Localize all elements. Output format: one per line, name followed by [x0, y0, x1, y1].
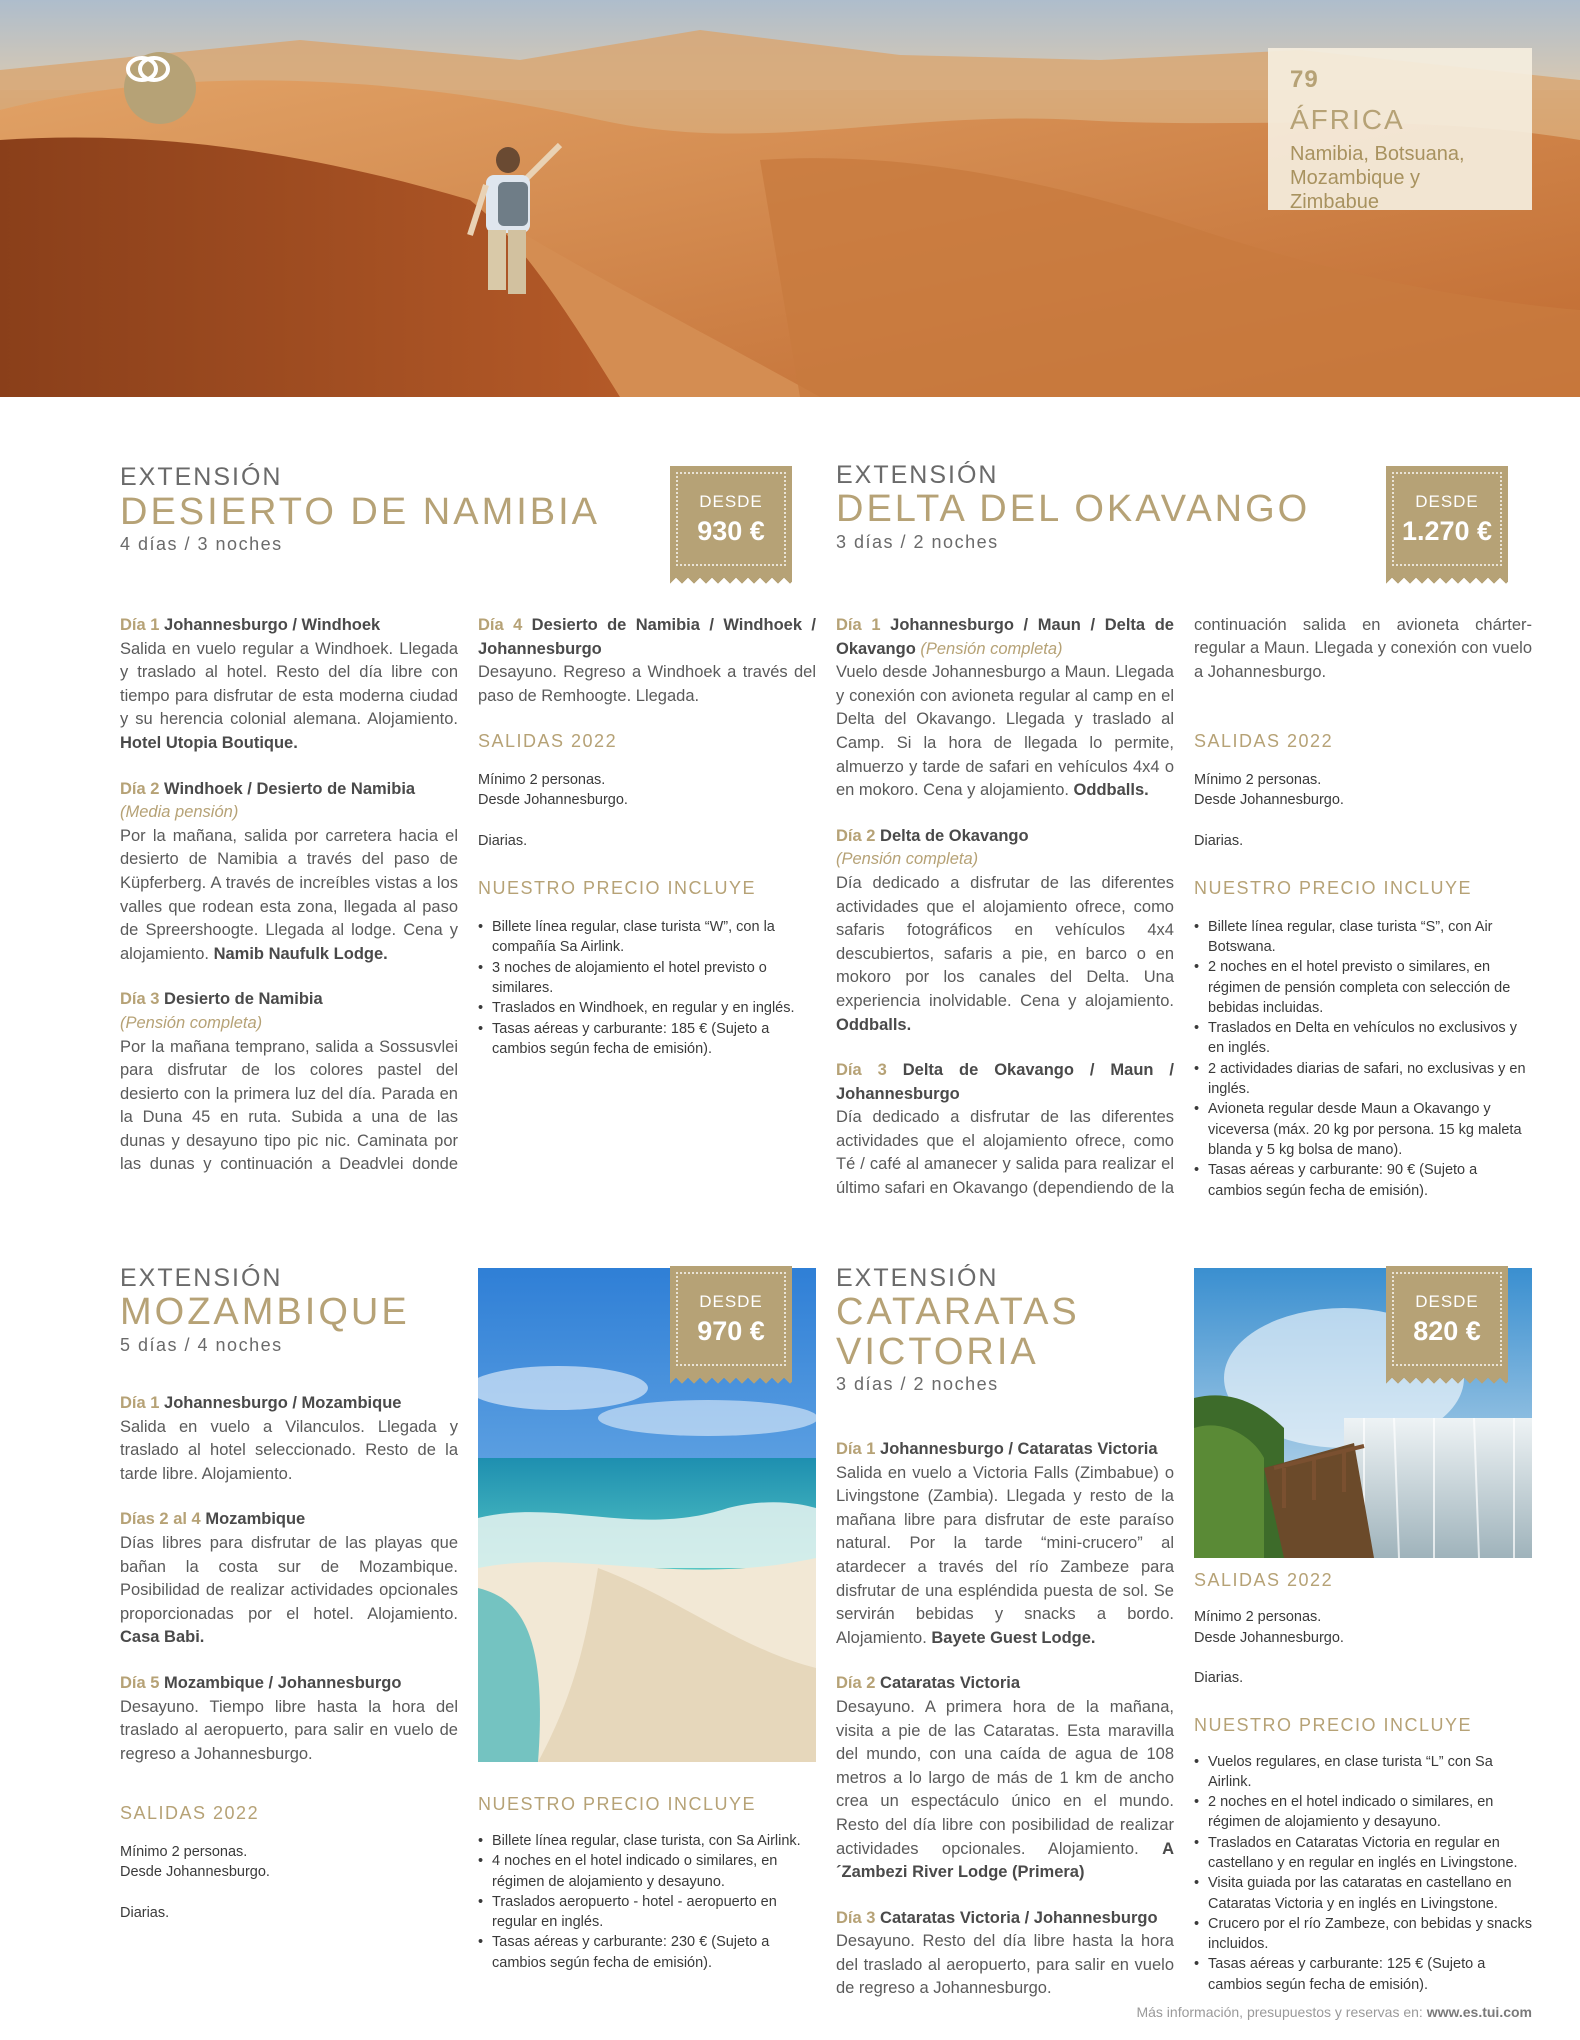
namibia-title: DESIERTO DE NAMIBIA	[120, 491, 601, 533]
mozambique-incluye	[478, 1788, 816, 1973]
namibia-day-1: Día 1 Johannesburgo / Windhoek Salida en vuelo regular a Windhoek. Llegada y traslado al hotel. Resto del día libre con tiempo para disfrutar de esta moderna ciudad y su herencia colonial alemana. Alojamiento. Hotel Utopia Boutique.	[120, 616, 458, 752]
mozambique-day-1: Día 1 Johannesburgo / Mozambique Salida en vuelo a Vilanculos. Llegada y traslado al hotel seleccionado. Resto de la tarde libre. Alojamiento.	[120, 1394, 458, 1483]
price-from-label: DESDE	[699, 492, 763, 511]
victoria-incluye-heading: NUESTRO PRECIO INCLUYE	[1194, 1714, 1473, 1735]
victoria-day-2: Día 2 Cataratas Victoria Desayuno. A primera hora de la mañana, visita a pie de las Cataratas. Esta maravilla del mundo, con una caída de agua de 108 metros a lo largo de más de 1 km de ancho crea un espectáculo único en el mundo. Resto del día libre con posibilidad de realizar actividades opcionales. Alojamiento. A´Zambezi River Lodge (Primera)	[836, 1674, 1174, 1882]
list-item: • Tasas aéreas y carburante: 125 € (Sujeto a cambios según fecha de emisión).	[1194, 1954, 1532, 1995]
okavango-salidas-heading: SALIDAS 2022	[1194, 731, 1334, 751]
list-item: • Tasas aéreas y carburante: 230 € (Sujeto a cambios según fecha de emisión).	[478, 1932, 816, 1973]
mozambique-incluye-heading: NUESTRO PRECIO INCLUYE	[478, 1794, 757, 1814]
rings-logo	[124, 52, 196, 124]
namibia-incluye-list	[478, 917, 816, 1059]
victoria-day-3: Día 3 Cataratas Victoria / Johannesburgo Desayuno. Resto del día libre hasta la hora del traslado al aeropuerto, para salir en vuelo de regreso a Johannesburgo.	[836, 1908, 1174, 1998]
mozambique-day-5: Día 5 Mozambique / Johannesburgo Desayuno. Tiempo libre hasta la hora del traslado al aeropuerto, para salir en vuelo de regreso a Johannesburgo.	[120, 1673, 458, 1763]
list-item: • Billete línea regular, clase turista, con Sa Airlink.	[478, 1831, 816, 1851]
okavango-itinerary-col2	[1194, 614, 1532, 1201]
namibia-salidas-heading: SALIDAS 2022	[478, 731, 618, 752]
victoria-day-1: Día 1 Johannesburgo / Cataratas Victoria Salida en vuelo a Victoria Falls (Zimbabue) o Livingstone (Zambia). Llegada y resto de la mañana libre para disfrutar de este paraíso natural. Por la tarde “mini-crucero” al atardecer a través del río Zambeze para disfrutar de una espléndida puesta de sol. Se servirán bebidas y snacks a bordo. Alojamiento. Bayete Guest Lodge.	[836, 1440, 1174, 1647]
hero-desert-photo	[0, 0, 1580, 397]
namibia-duration: 4 días / 3 noches	[120, 534, 283, 554]
victoria-price-badge	[1386, 1266, 1508, 1372]
mozambique-salidas-info: Mínimo 2 personas. Desde Johannesburgo. Diarias.	[120, 1843, 270, 1921]
price-from-label: DESDE	[699, 1292, 763, 1311]
mozambique-itinerary	[120, 1392, 458, 1923]
victoria-salidas-info: Mínimo 2 personas. Desde Johannesburgo. Diarias.	[1194, 1609, 1344, 1686]
list-item: • Tasas aéreas y carburante: 90 € (Sujeto a cambios según fecha de emisión).	[1194, 1160, 1532, 1201]
list-item: • Avioneta regular desde Maun a Okavango y viceversa (máx. 20 kg por persona. 15 kg maleta blanda y 5 kg bolsa de mano).	[1194, 1099, 1532, 1160]
list-item: • 4 noches en el hotel indicado o similares, en régimen de alojamiento y desayuno.	[478, 1851, 816, 1892]
namibia-extension-label: EXTENSIÓN	[120, 463, 283, 491]
list-item: • 2 actividades diarias de safari, no exclusivas y en inglés.	[1194, 1059, 1532, 1100]
namibia-day-4: Día 4 Desierto de Namibia / Windhoek / Johannesburgo Desayuno. Regreso a Windhoek a través del paso de Remhoogte. Llegada.	[478, 616, 817, 705]
mozambique-salidas-heading: SALIDAS 2022	[120, 1803, 260, 1824]
mozambique-duration: 5 días / 4 noches	[120, 1335, 283, 1355]
countries-line-1: Namibia, Botsuana,	[1290, 143, 1465, 165]
victoria-info	[1194, 1564, 1532, 1995]
list-item: • Traslados aeropuerto - hotel - aeropuerto en regular en inglés.	[478, 1892, 816, 1933]
victoria-title-line-1: CATARATAS	[836, 1291, 1080, 1333]
list-item: • Traslados en Delta en vehículos no exclusivos y en inglés.	[1194, 1018, 1532, 1059]
okavango-day-1: Día 1 Johannesburgo / Maun / Delta de Okavango (Pensión completa) Vuelo desde Johannesburgo a Maun. Llegada y conexión con avioneta regular al camp en el Delta del Okavango. Llegada y traslado al Camp. Si la hora de llegada lo permite, almuerzo y tarde de safari en vehículos 4x4 o en mokoro. Cena y alojamiento. Oddballs.	[836, 616, 1174, 800]
list-item: • Visita guiada por las cataratas en castellano en Cataratas Victoria y en inglés en Livingstone.	[1194, 1873, 1532, 1914]
mozambique-price-badge	[670, 1266, 792, 1372]
victoria-extension-label: EXTENSIÓN	[836, 1264, 999, 1292]
footer-text: Más información, presupuestos y reservas en:	[1136, 2004, 1427, 2020]
victoria-duration: 3 días / 2 noches	[836, 1374, 999, 1394]
namibia-itinerary-col2	[478, 614, 816, 1059]
victoria-incluye-list	[1194, 1752, 1532, 1996]
price-from-label: DESDE	[1415, 1292, 1479, 1311]
mozambique-extension-label: EXTENSIÓN	[120, 1264, 283, 1292]
footer	[1136, 2004, 1532, 2020]
okavango-extension-label: EXTENSIÓN	[836, 461, 999, 489]
namibia-incluye-heading: NUESTRO PRECIO INCLUYE	[478, 878, 757, 899]
list-item: • Billete línea regular, clase turista “W”, con la compañía Sa Airlink.	[478, 917, 816, 958]
list-item: • Vuelos regulares, en clase turista “L” con Sa Airlink.	[1194, 1752, 1532, 1793]
mozambique-days-2-4: Días 2 al 4 Mozambique Días libres para disfrutar de las playas que bañan la costa sur de Mozambique. Posibilidad de realizar actividades opcionales proporcionadas por el hotel. Alojamiento. Casa Babi.	[120, 1510, 458, 1647]
okavango-day-2: Día 2 Delta de Okavango (Pensión completa) Día dedicado a disfrutar de las diferentes actividades que el alojamiento ofrece, como safaris fotográficos en vehículos 4x4 descubiertos, safaris a pie, en barco o en mokoro por los canales del Delta. Una experiencia inolvidable. Cena y alojamiento. Oddballs.	[836, 826, 1174, 1034]
namibia-day-2: Día 2 Windhoek / Desierto de Namibia (Media pensión) Por la mañana, salida por carretera hacia el desierto de Namibia a través del paso de Küpferberg. A través de increíbles vistas a los valles que rodean esta zona, llegada al paso de Spreershoogte. Llegada al lodge. Cena y alojamiento. Namib Naufulk Lodge.	[120, 779, 458, 963]
okavango-day-3-continued: continuación salida en avioneta chárter-regular a Maun. Llegada y conexión con vuelo a Johannesburgo.	[1194, 615, 1532, 681]
page-header-box	[1268, 48, 1532, 213]
price-value: 1.270 €	[1401, 516, 1493, 546]
list-item: • 2 noches en el hotel previsto o similares, en régimen de pensión completa con selección de bebidas incluidas.	[1194, 957, 1532, 1018]
okavango-incluye-heading: NUESTRO PRECIO INCLUYE	[1194, 878, 1473, 899]
okavango-price-badge	[1386, 466, 1508, 572]
region-title: ÁFRICA	[1290, 104, 1405, 135]
mozambique-incluye-list	[478, 1831, 816, 1973]
victoria-itinerary	[836, 1438, 1174, 2023]
list-item: • 3 noches de alojamiento el hotel previsto o similares.	[478, 958, 816, 999]
list-item: • Traslados en Windhoek, en regular y en inglés.	[478, 998, 816, 1018]
list-item: • 2 noches en el hotel indicado o similares, en régimen de alojamiento y desayuno.	[1194, 1792, 1532, 1833]
list-item: • Traslados en Cataratas Victoria en regular en castellano y en regular en inglés en Livingstone.	[1194, 1833, 1532, 1874]
namibia-day-3: Día 3 Desierto de Namibia (Pensión completa) Por la mañana temprano, salida a Sossusvlei para disfrutar de los colores pastel del desierto con la primera luz del día. Parada en la Duna 45 en ruta. Subida a una de las dunas y desayuno tipo pic nic. Caminata por las dunas y continuación a Deadvlei donde	[120, 990, 458, 1174]
price-value: 820 €	[1413, 1316, 1481, 1346]
victoria-salidas-heading: SALIDAS 2022	[1194, 1570, 1334, 1590]
page-number: 79	[1290, 66, 1319, 93]
okavango-salidas-info: Mínimo 2 personas. Desde Johannesburgo. Diarias.	[1194, 771, 1344, 849]
namibia-itinerary-col1	[120, 614, 458, 1176]
countries-line-2: Mozambique y Zimbabue	[1290, 167, 1421, 213]
footer-link[interactable]: www.es.tui.com	[1426, 2004, 1532, 2020]
price-value: 970 €	[697, 1316, 765, 1346]
okavango-title: DELTA DEL OKAVANGO	[836, 488, 1311, 530]
namibia-salidas-info: Mínimo 2 personas. Desde Johannesburgo. Diarias.	[478, 771, 628, 849]
price-from-label: DESDE	[1415, 492, 1479, 511]
list-item: • Tasas aéreas y carburante: 185 € (Sujeto a cambios según fecha de emisión).	[478, 1019, 816, 1060]
okavango-day-3: Día 3 Delta de Okavango / Maun / Johannesburgo Día dedicado a disfrutar de las diferentes actividades que el alojamiento ofrece, como Té / café al amanecer y salida para realizar el último safari en Okavango (dependiendo de la	[836, 1061, 1174, 1198]
rings-icon	[124, 52, 172, 86]
mozambique-title: MOZAMBIQUE	[120, 1291, 410, 1333]
list-item: • Billete línea regular, clase turista “S”, con Air Botswana.	[1194, 917, 1532, 958]
okavango-itinerary-col1	[836, 614, 1174, 1201]
okavango-duration: 3 días / 2 noches	[836, 532, 999, 552]
list-item: • Crucero por el río Zambeze, con bebidas y snacks incluidos.	[1194, 1914, 1532, 1955]
okavango-incluye-list	[1194, 917, 1532, 1201]
price-value: 930 €	[697, 516, 765, 546]
namibia-price-badge	[670, 466, 792, 572]
victoria-title-line-2: VICTORIA	[836, 1331, 1039, 1373]
